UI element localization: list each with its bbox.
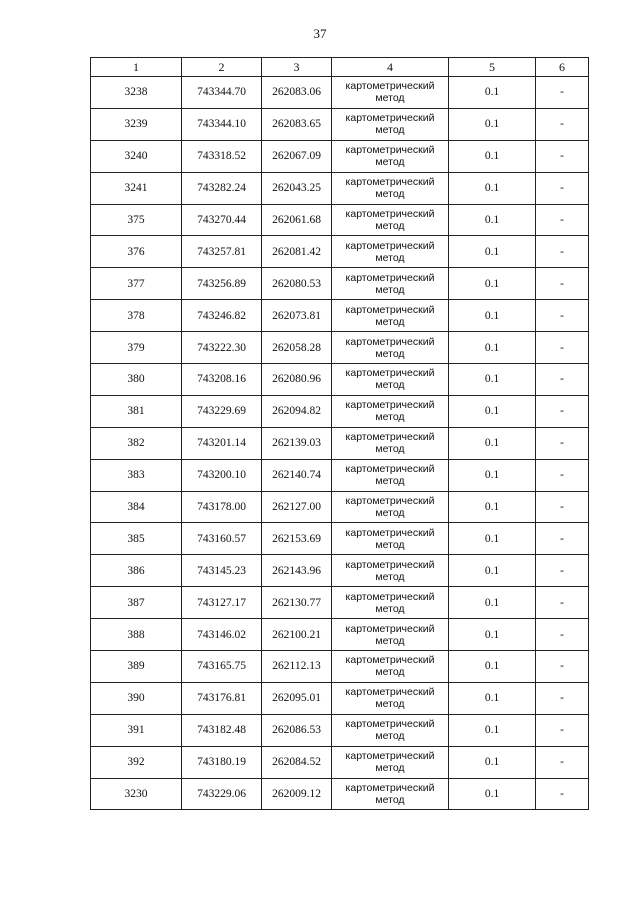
point-number-cell: 385 xyxy=(91,523,182,555)
accuracy-cell: 0.1 xyxy=(449,714,536,746)
point-number-cell: 388 xyxy=(91,619,182,651)
method-cell xyxy=(332,395,449,427)
method-cell xyxy=(332,682,449,714)
y-coordinate-cell: 262073.81 xyxy=(262,300,332,332)
point-number-cell: 380 xyxy=(91,364,182,396)
method-line-1: картометрический xyxy=(345,558,435,571)
method-line-1: картометрический xyxy=(345,463,435,476)
point-number-cell: 3230 xyxy=(91,778,182,810)
method-line-1: картометрический xyxy=(345,526,435,539)
method-line-1: картометрический xyxy=(345,782,435,795)
y-coordinate-cell: 262143.96 xyxy=(262,555,332,587)
y-coordinate-cell: 262061.68 xyxy=(262,204,332,236)
method-line-1: картометрический xyxy=(345,303,435,316)
accuracy-cell: 0.1 xyxy=(449,523,536,555)
accuracy-cell: 0.1 xyxy=(449,682,536,714)
method-line-2: метод xyxy=(375,220,405,232)
method-cell xyxy=(332,77,449,109)
accuracy-cell: 0.1 xyxy=(449,364,536,396)
note-cell: - xyxy=(536,172,589,204)
column-header: 3 xyxy=(262,58,332,77)
method-line-2: метод xyxy=(375,347,405,360)
accuracy-cell: 0.1 xyxy=(449,395,536,427)
method-line-1: картометрический xyxy=(345,399,435,412)
point-number-cell: 387 xyxy=(91,587,182,619)
note-cell: - xyxy=(536,682,589,714)
y-coordinate-cell: 262086.53 xyxy=(262,714,332,746)
accuracy-cell: 0.1 xyxy=(449,619,536,651)
method-cell xyxy=(332,236,449,268)
x-coordinate-cell: 743246.82 xyxy=(182,300,262,332)
accuracy-cell: 0.1 xyxy=(449,236,536,268)
method-line-1: картометрический xyxy=(345,718,435,731)
table-row xyxy=(91,714,589,746)
note-cell: - xyxy=(536,364,589,396)
note-cell: - xyxy=(536,108,589,140)
table-row xyxy=(91,204,589,236)
y-coordinate-cell: 262094.82 xyxy=(262,395,332,427)
method-line-2: метод xyxy=(375,634,405,647)
y-coordinate-cell: 262139.03 xyxy=(262,427,332,459)
point-number-cell: 375 xyxy=(91,204,182,236)
table-row xyxy=(91,395,589,427)
method-cell xyxy=(332,332,449,364)
table-row xyxy=(91,682,589,714)
accuracy-cell: 0.1 xyxy=(449,77,536,109)
point-number-cell: 3239 xyxy=(91,108,182,140)
point-number-cell: 382 xyxy=(91,427,182,459)
y-coordinate-cell: 262140.74 xyxy=(262,459,332,491)
y-coordinate-cell: 262009.12 xyxy=(262,778,332,810)
method-line-2: метод xyxy=(375,315,405,328)
method-line-1: картометрический xyxy=(345,208,435,220)
method-cell xyxy=(332,108,449,140)
method-line-2: метод xyxy=(375,156,405,169)
y-coordinate-cell: 262043.25 xyxy=(262,172,332,204)
method-cell xyxy=(332,555,449,587)
x-coordinate-cell: 743229.69 xyxy=(182,395,262,427)
method-cell xyxy=(332,427,449,459)
method-line-2: метод xyxy=(375,698,405,711)
method-line-1: картометрический xyxy=(345,176,435,189)
accuracy-cell: 0.1 xyxy=(449,172,536,204)
method-line-2: метод xyxy=(375,475,405,488)
note-cell: - xyxy=(536,300,589,332)
x-coordinate-cell: 743208.16 xyxy=(182,364,262,396)
point-number-cell: 383 xyxy=(91,459,182,491)
accuracy-cell: 0.1 xyxy=(449,746,536,778)
accuracy-cell: 0.1 xyxy=(449,778,536,810)
method-line-2: метод xyxy=(375,188,405,201)
note-cell: - xyxy=(536,491,589,523)
note-cell: - xyxy=(536,332,589,364)
method-cell xyxy=(332,714,449,746)
y-coordinate-cell: 262081.42 xyxy=(262,236,332,268)
point-number-cell: 3241 xyxy=(91,172,182,204)
point-number-cell: 377 xyxy=(91,268,182,300)
method-line-1: картометрический xyxy=(345,335,435,348)
y-coordinate-cell: 262083.65 xyxy=(262,108,332,140)
note-cell: - xyxy=(536,268,589,300)
method-line-2: метод xyxy=(375,443,405,456)
x-coordinate-cell: 743178.00 xyxy=(182,491,262,523)
method-line-2: метод xyxy=(375,411,405,424)
x-coordinate-cell: 743180.19 xyxy=(182,746,262,778)
column-header: 6 xyxy=(536,58,589,77)
accuracy-cell: 0.1 xyxy=(449,427,536,459)
note-cell: - xyxy=(536,555,589,587)
method-cell xyxy=(332,778,449,810)
note-cell: - xyxy=(536,587,589,619)
point-number-cell: 386 xyxy=(91,555,182,587)
method-line-1: картометрический xyxy=(345,431,435,444)
table-row xyxy=(91,651,589,683)
x-coordinate-cell: 743200.10 xyxy=(182,459,262,491)
y-coordinate-cell: 262127.00 xyxy=(262,491,332,523)
point-number-cell: 378 xyxy=(91,300,182,332)
note-cell: - xyxy=(536,778,589,810)
note-cell: - xyxy=(536,523,589,555)
method-line-2: метод xyxy=(375,251,405,264)
method-line-2: метод xyxy=(375,92,405,105)
column-header: 2 xyxy=(182,58,262,77)
note-cell: - xyxy=(536,651,589,683)
method-line-2: метод xyxy=(375,570,405,583)
table-row xyxy=(91,332,589,364)
method-line-2: метод xyxy=(375,666,405,679)
x-coordinate-cell: 743344.10 xyxy=(182,108,262,140)
point-number-cell: 381 xyxy=(91,395,182,427)
y-coordinate-cell: 262067.09 xyxy=(262,140,332,172)
method-line-1: картометрический xyxy=(345,367,435,380)
method-line-2: метод xyxy=(375,602,405,615)
accuracy-cell: 0.1 xyxy=(449,300,536,332)
accuracy-cell: 0.1 xyxy=(449,555,536,587)
page-number: 37 xyxy=(313,26,327,41)
table-body xyxy=(91,77,589,810)
method-line-1: картометрический xyxy=(345,495,435,508)
method-line-1: картометрический xyxy=(345,144,435,157)
method-cell xyxy=(332,204,449,236)
note-cell: - xyxy=(536,140,589,172)
note-cell: - xyxy=(536,204,589,236)
method-line-1: картометрический xyxy=(345,112,435,125)
method-line-2: метод xyxy=(375,283,405,296)
table-row xyxy=(91,778,589,810)
note-cell: - xyxy=(536,236,589,268)
method-cell xyxy=(332,587,449,619)
y-coordinate-cell: 262100.21 xyxy=(262,619,332,651)
point-number-cell: 391 xyxy=(91,714,182,746)
note-cell: - xyxy=(536,714,589,746)
y-coordinate-cell: 262080.53 xyxy=(262,268,332,300)
method-line-1: картометрический xyxy=(345,654,435,667)
accuracy-cell: 0.1 xyxy=(449,108,536,140)
note-cell: - xyxy=(536,395,589,427)
table-row xyxy=(91,746,589,778)
x-coordinate-cell: 743201.14 xyxy=(182,427,262,459)
table-row xyxy=(91,427,589,459)
x-coordinate-cell: 743318.52 xyxy=(182,140,262,172)
x-coordinate-cell: 743160.57 xyxy=(182,523,262,555)
x-coordinate-cell: 743145.23 xyxy=(182,555,262,587)
method-line-2: метод xyxy=(375,538,405,551)
table-header-row xyxy=(91,58,589,77)
table-row xyxy=(91,364,589,396)
y-coordinate-cell: 262130.77 xyxy=(262,587,332,619)
y-coordinate-cell: 262080.96 xyxy=(262,364,332,396)
column-header: 5 xyxy=(449,58,536,77)
accuracy-cell: 0.1 xyxy=(449,459,536,491)
y-coordinate-cell: 262083.06 xyxy=(262,77,332,109)
table-row xyxy=(91,619,589,651)
method-line-1: картометрический xyxy=(345,686,435,699)
method-line-1: картометрический xyxy=(345,80,435,93)
column-header: 4 xyxy=(332,58,449,77)
y-coordinate-cell: 262095.01 xyxy=(262,682,332,714)
column-header: 1 xyxy=(91,58,182,77)
table-row xyxy=(91,108,589,140)
method-cell xyxy=(332,523,449,555)
x-coordinate-cell: 743256.89 xyxy=(182,268,262,300)
method-line-2: метод xyxy=(375,507,405,520)
table-row xyxy=(91,268,589,300)
x-coordinate-cell: 743182.48 xyxy=(182,714,262,746)
method-cell xyxy=(332,651,449,683)
table-row xyxy=(91,172,589,204)
x-coordinate-cell: 743222.30 xyxy=(182,332,262,364)
method-cell xyxy=(332,300,449,332)
accuracy-cell: 0.1 xyxy=(449,587,536,619)
y-coordinate-cell: 262058.28 xyxy=(262,332,332,364)
accuracy-cell: 0.1 xyxy=(449,268,536,300)
table-row xyxy=(91,491,589,523)
x-coordinate-cell: 743282.24 xyxy=(182,172,262,204)
accuracy-cell: 0.1 xyxy=(449,140,536,172)
x-coordinate-cell: 743257.81 xyxy=(182,236,262,268)
y-coordinate-cell: 262153.69 xyxy=(262,523,332,555)
x-coordinate-cell: 743176.81 xyxy=(182,682,262,714)
x-coordinate-cell: 743127.17 xyxy=(182,587,262,619)
table-row xyxy=(91,459,589,491)
table-row xyxy=(91,587,589,619)
accuracy-cell: 0.1 xyxy=(449,651,536,683)
point-number-cell: 376 xyxy=(91,236,182,268)
table-row xyxy=(91,236,589,268)
method-line-1: картометрический xyxy=(345,590,435,603)
table-row xyxy=(91,555,589,587)
x-coordinate-cell: 743229.06 xyxy=(182,778,262,810)
method-line-2: метод xyxy=(375,379,405,392)
point-number-cell: 390 xyxy=(91,682,182,714)
accuracy-cell: 0.1 xyxy=(449,491,536,523)
table-row xyxy=(91,523,589,555)
x-coordinate-cell: 743270.44 xyxy=(182,204,262,236)
accuracy-cell: 0.1 xyxy=(449,204,536,236)
x-coordinate-cell: 743344.70 xyxy=(182,77,262,109)
x-coordinate-cell: 743165.75 xyxy=(182,651,262,683)
method-line-1: картометрический xyxy=(345,622,435,635)
method-line-2: метод xyxy=(375,730,405,743)
note-cell: - xyxy=(536,427,589,459)
table-row xyxy=(91,300,589,332)
method-cell xyxy=(332,746,449,778)
point-number-cell: 384 xyxy=(91,491,182,523)
point-number-cell: 379 xyxy=(91,332,182,364)
y-coordinate-cell: 262084.52 xyxy=(262,746,332,778)
note-cell: - xyxy=(536,746,589,778)
note-cell: - xyxy=(536,77,589,109)
method-cell xyxy=(332,172,449,204)
method-line-2: метод xyxy=(375,794,405,807)
table-row xyxy=(91,77,589,109)
point-number-cell: 392 xyxy=(91,746,182,778)
point-number-cell: 3238 xyxy=(91,77,182,109)
method-cell xyxy=(332,364,449,396)
method-line-1: картометрический xyxy=(345,239,435,252)
method-cell xyxy=(332,459,449,491)
method-line-2: метод xyxy=(375,762,405,775)
note-cell: - xyxy=(536,459,589,491)
method-line-1: картометрический xyxy=(345,750,435,763)
method-line-2: метод xyxy=(375,124,405,137)
note-cell: - xyxy=(536,619,589,651)
accuracy-cell: 0.1 xyxy=(449,332,536,364)
x-coordinate-cell: 743146.02 xyxy=(182,619,262,651)
method-cell xyxy=(332,140,449,172)
point-number-cell: 389 xyxy=(91,651,182,683)
method-cell xyxy=(332,619,449,651)
method-cell xyxy=(332,491,449,523)
y-coordinate-cell: 262112.13 xyxy=(262,651,332,683)
point-number-cell: 3240 xyxy=(91,140,182,172)
method-cell xyxy=(332,268,449,300)
method-line-1: картометрический xyxy=(345,271,435,284)
table-row xyxy=(91,140,589,172)
coordinates-table xyxy=(90,57,589,810)
